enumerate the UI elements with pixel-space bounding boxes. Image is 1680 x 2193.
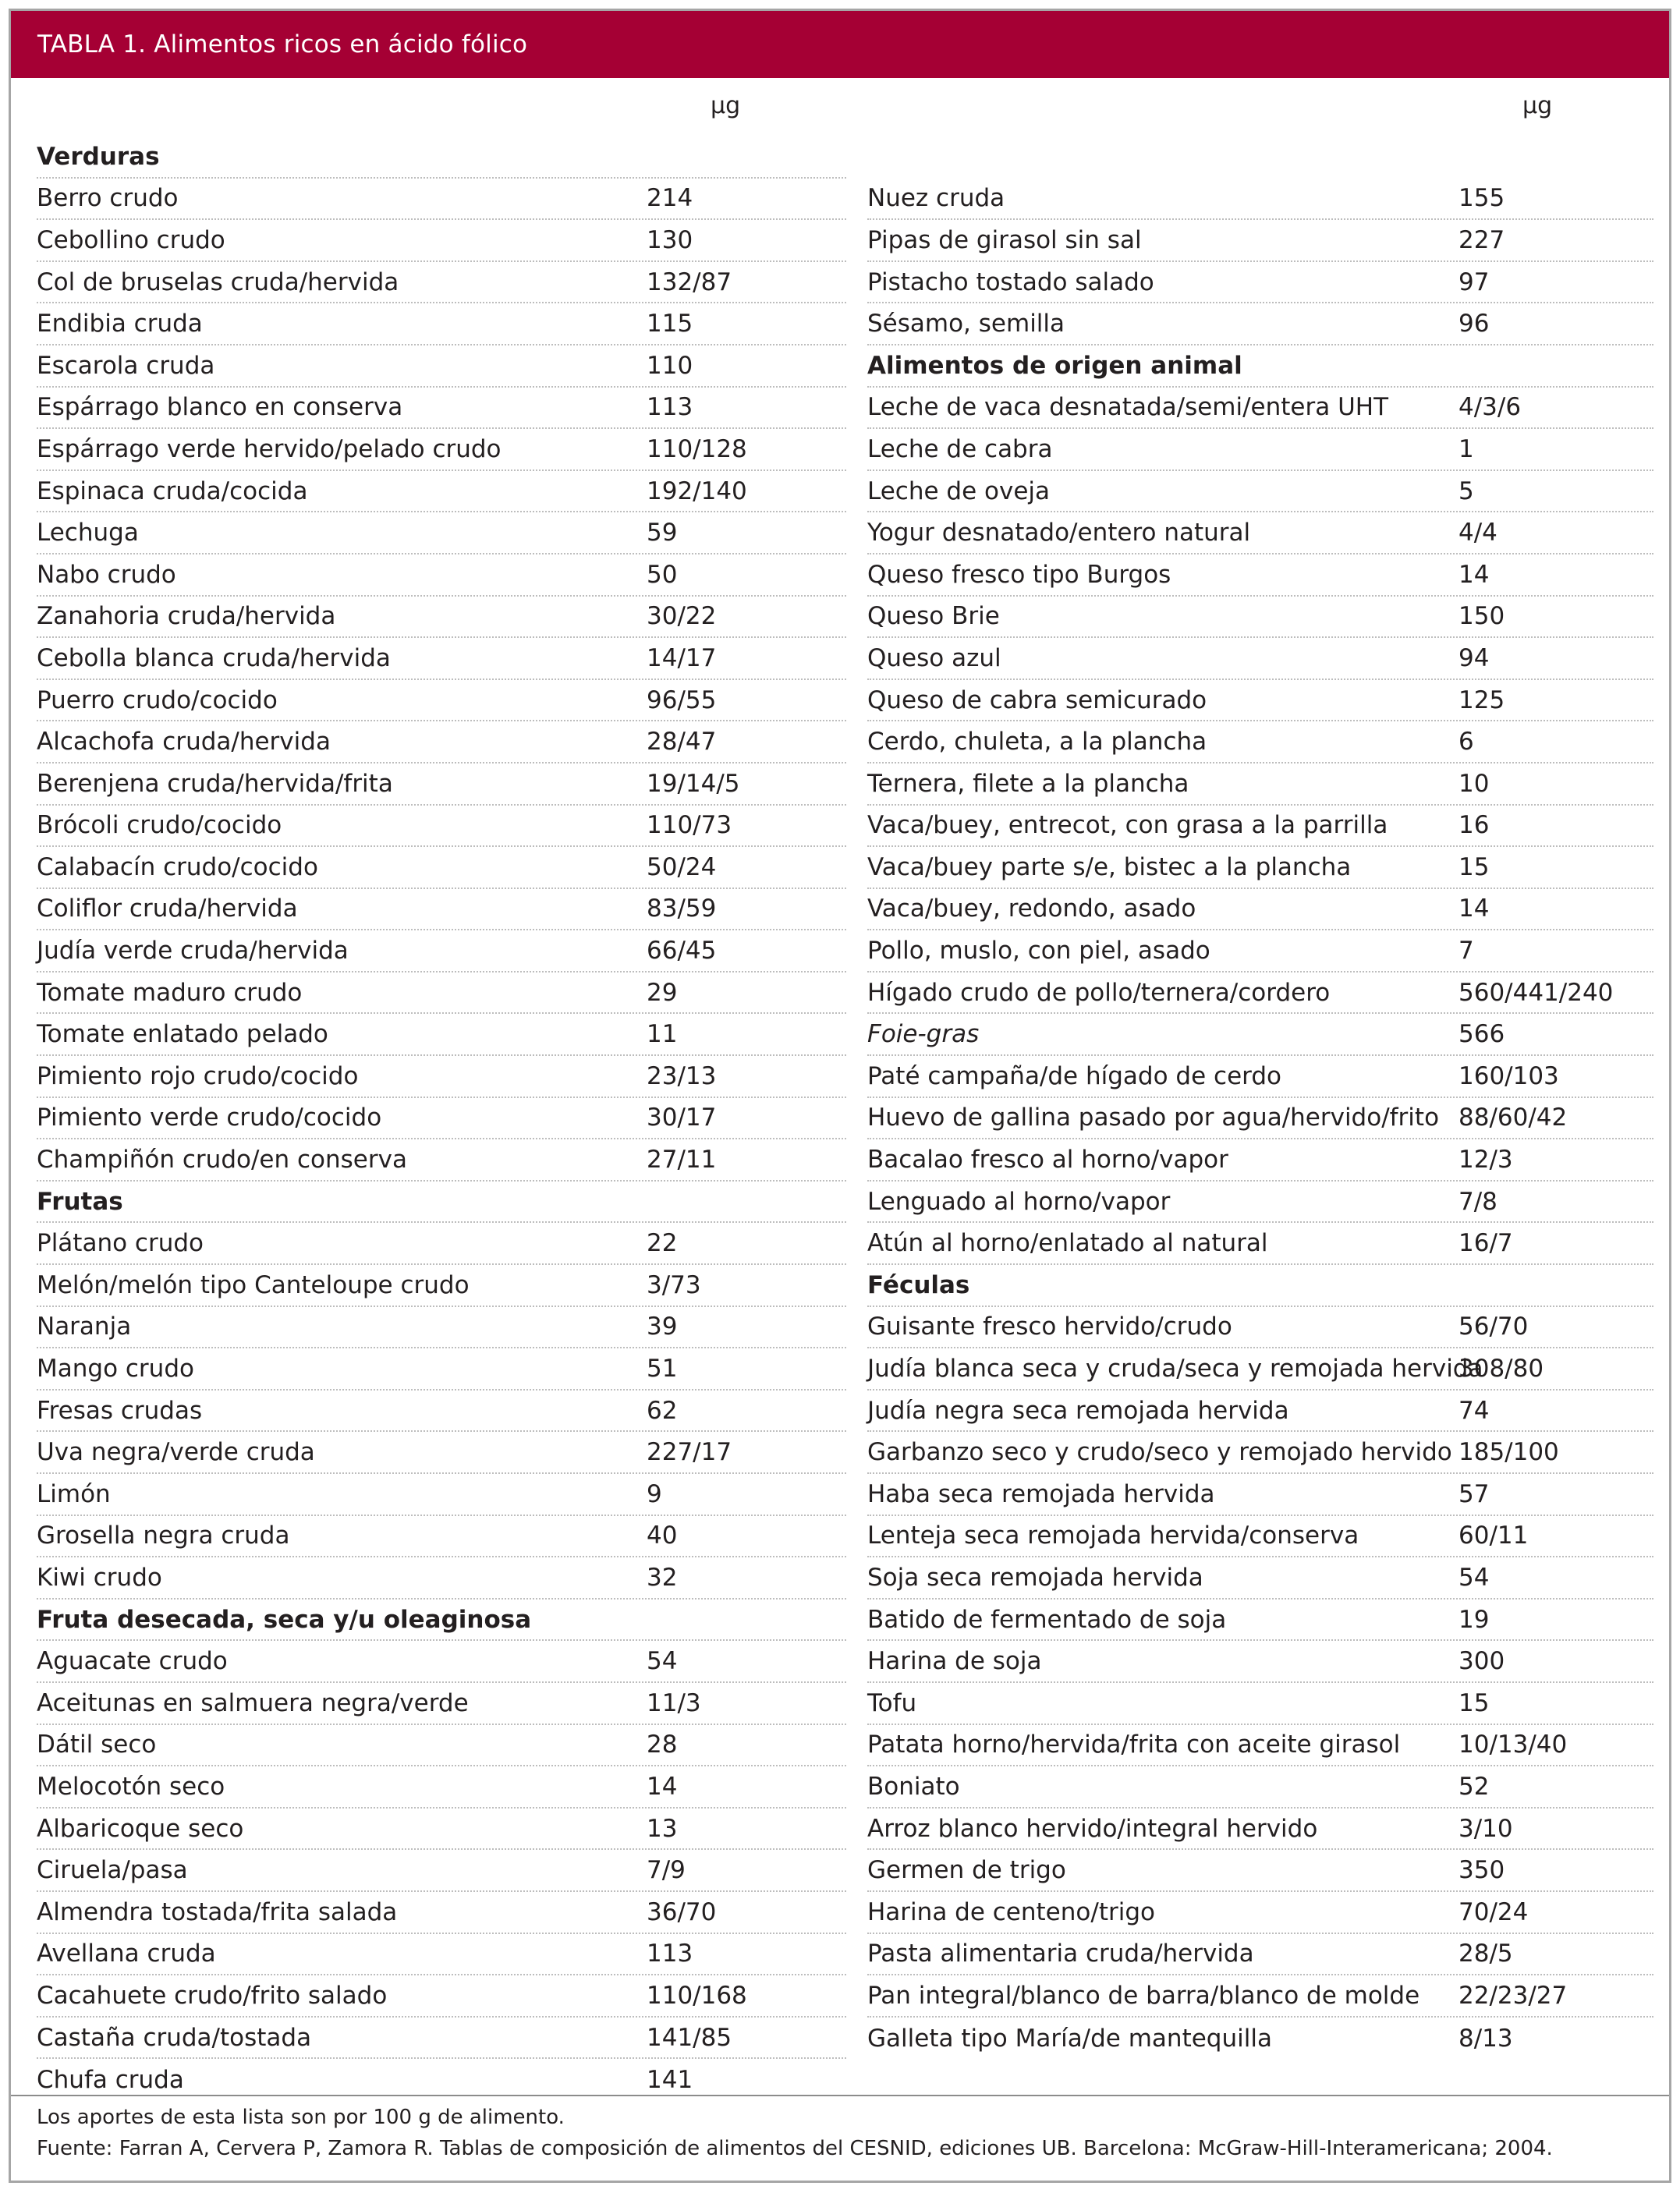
folate-value: 308/80 [1458, 1355, 1544, 1383]
folate-value: 70/24 [1458, 1897, 1529, 1926]
food-name: Queso fresco tipo Burgos [867, 560, 1171, 589]
table-row [867, 638, 1653, 680]
table-row [867, 1056, 1653, 1098]
food-name: Huevo de gallina pasado por agua/hervido/frito [867, 1104, 1440, 1132]
table-row [867, 680, 1653, 722]
table-row [37, 1975, 846, 2018]
footnote-basis: Los aportes de esta lista son por 100 g de alimento. [37, 2106, 565, 2129]
folate-value: 39 [647, 1313, 678, 1341]
food-name: Champiñón crudo/en conserva [37, 1146, 407, 1174]
table-row [37, 1265, 846, 1307]
table-row [37, 1223, 846, 1265]
table-row [867, 889, 1653, 931]
food-name: Judía verde cruda/hervida [37, 937, 349, 965]
food-name: Leche de oveja [867, 477, 1051, 505]
folate-value: 9 [647, 1479, 662, 1508]
food-name: Brócoli crudo/cocido [37, 811, 282, 840]
table-row [867, 806, 1653, 848]
food-name: Melocotón seco [37, 1772, 225, 1801]
folate-value: 11/3 [647, 1688, 701, 1717]
table-row [867, 1641, 1653, 1683]
folate-value: 51 [647, 1355, 678, 1383]
food-name: Queso Brie [867, 602, 1000, 631]
table-row [867, 429, 1653, 471]
food-name: Foie-gras [867, 1020, 980, 1049]
folate-value: 30/17 [647, 1104, 717, 1132]
folate-value: 36/70 [647, 1897, 717, 1926]
folate-value: 7 [1458, 937, 1474, 965]
folate-value: 97 [1458, 267, 1490, 296]
food-name: Tomate maduro crudo [37, 978, 303, 1007]
section-header [867, 345, 1653, 388]
food-name: Dátil seco [37, 1731, 157, 1759]
folate-value: 28/47 [647, 728, 717, 756]
table-row [867, 1809, 1653, 1851]
table-row [867, 1766, 1653, 1809]
folate-value: 30/22 [647, 602, 717, 631]
folate-value: 40 [647, 1522, 678, 1550]
table-row [867, 1432, 1653, 1474]
food-name: Pimiento rojo crudo/cocido [37, 1061, 359, 1090]
table-row [867, 1391, 1653, 1433]
food-name: Vaca/buey, entrecot, con grasa a la parrilla [867, 811, 1388, 840]
table-row [37, 220, 846, 262]
food-name: Queso azul [867, 643, 1001, 672]
food-name: Aguacate crudo [37, 1647, 228, 1676]
folate-value: 28 [647, 1731, 678, 1759]
food-name: Paté campaña/de hígado de cerdo [867, 1061, 1281, 1090]
table-row [37, 1557, 846, 1600]
section-title: Verduras [37, 142, 160, 171]
section-title: Fruta desecada, seca y/u oleaginosa [37, 1605, 532, 1634]
folate-value: 54 [647, 1647, 678, 1676]
food-name: Berenjena cruda/hervida/frita [37, 769, 393, 798]
table-row [37, 471, 846, 513]
table-row [37, 1307, 846, 1349]
food-name: Pan integral/blanco de barra/blanco de molde [867, 1981, 1420, 2010]
folate-value: 29 [647, 978, 678, 1007]
table-row [867, 1850, 1653, 1892]
food-name: Escarola cruda [37, 351, 215, 380]
unit-header-left: μg [711, 92, 741, 119]
folate-value: 110/128 [647, 434, 747, 463]
food-name: Judía negra seca remojada hervida [867, 1396, 1289, 1425]
food-name: Uva negra/verde cruda [37, 1438, 315, 1467]
section-header [867, 1265, 1653, 1307]
table-row [37, 806, 846, 848]
food-name: Atún al horno/enlatado al natural [867, 1229, 1268, 1258]
folate-value: 113 [647, 1940, 693, 1968]
folate-value: 3/10 [1458, 1814, 1513, 1843]
folate-value: 88/60/42 [1458, 1104, 1568, 1132]
folate-value: 52 [1458, 1772, 1490, 1801]
folate-value: 160/103 [1458, 1061, 1559, 1090]
table-row [867, 1934, 1653, 1976]
table-row [867, 1725, 1653, 1767]
food-name: Galleta tipo María/de mantequilla [867, 2024, 1272, 2053]
food-name: Pipas de girasol sin sal [867, 225, 1142, 254]
table-row [37, 1934, 846, 1976]
folate-value: 141/85 [647, 2023, 732, 2052]
table-row [867, 512, 1653, 554]
folate-value: 60/11 [1458, 1522, 1529, 1550]
section-header [37, 1182, 846, 1224]
folate-value: 125 [1458, 686, 1505, 714]
table-row [37, 1725, 846, 1767]
food-name: Tofu [867, 1688, 917, 1717]
food-name: Lenguado al horno/vapor [867, 1187, 1171, 1216]
folate-value: 66/45 [647, 937, 717, 965]
food-name: Arroz blanco hervido/integral hervido [867, 1814, 1318, 1843]
folate-value: 7/8 [1458, 1187, 1497, 1216]
food-name: Albaricoque seco [37, 1814, 244, 1843]
folate-value: 110/168 [647, 1981, 747, 2010]
section-title: Frutas [37, 1187, 123, 1216]
folate-value: 150 [1458, 602, 1505, 631]
food-name: Cebolla blanca cruda/hervida [37, 643, 391, 672]
table-row [37, 1641, 846, 1683]
table-row [867, 471, 1653, 513]
folate-value: 11 [647, 1020, 678, 1049]
food-name: Naranja [37, 1313, 132, 1341]
folate-value: 192/140 [647, 477, 747, 505]
food-name: Mango crudo [37, 1355, 194, 1383]
table-row [37, 721, 846, 763]
right-column [867, 136, 1653, 2059]
table-row [37, 179, 846, 221]
table-row [37, 889, 846, 931]
folate-value: 130 [647, 225, 693, 254]
folate-value: 13 [647, 1814, 678, 1843]
food-name: Aceitunas en salmuera negra/verde [37, 1688, 469, 1717]
food-name: Espárrago blanco en conserva [37, 393, 403, 422]
food-name: Col de bruselas cruda/hervida [37, 267, 399, 296]
folate-value: 28/5 [1458, 1940, 1513, 1968]
section-title: Alimentos de origen animal [867, 351, 1242, 380]
food-name: Coliflor cruda/hervida [37, 895, 298, 923]
food-name: Lechuga [37, 519, 139, 547]
food-name: Vaca/buey parte s/e, bistec a la plancha [867, 852, 1352, 881]
food-name: Espárrago verde hervido/pelado crudo [37, 434, 502, 463]
table-row [37, 1809, 846, 1851]
food-name: Vaca/buey, redondo, asado [867, 895, 1196, 923]
food-name: Berro crudo [37, 184, 179, 213]
folate-value: 185/100 [1458, 1438, 1559, 1467]
table-row [37, 597, 846, 639]
food-name: Pistacho tostado salado [867, 267, 1154, 296]
food-name: Pollo, muslo, con piel, asado [867, 937, 1210, 965]
folate-value: 27/11 [647, 1146, 717, 1174]
folate-value: 59 [647, 519, 678, 547]
folate-value: 96 [1458, 310, 1490, 338]
food-name: Tomate enlatado pelado [37, 1020, 328, 1049]
folate-value: 350 [1458, 1856, 1505, 1885]
footer-divider [11, 2095, 1669, 2096]
food-name: Pasta alimentaria cruda/hervida [867, 1940, 1254, 1968]
food-name: Ternera, filete a la plancha [867, 769, 1189, 798]
table-row [37, 345, 846, 388]
table-row [867, 2018, 1653, 2060]
folate-value: 94 [1458, 643, 1490, 672]
table-row [37, 973, 846, 1015]
folate-value: 19 [1458, 1605, 1490, 1634]
folate-value: 56/70 [1458, 1313, 1529, 1341]
food-name: Soja seca remojada hervida [867, 1563, 1203, 1592]
table-row [37, 930, 846, 973]
folate-value: 22/23/27 [1458, 1981, 1568, 2010]
food-name: Nuez cruda [867, 184, 1005, 213]
food-name: Cerdo, chuleta, a la plancha [867, 728, 1207, 756]
folate-value: 16 [1458, 811, 1490, 840]
folate-value: 62 [647, 1396, 678, 1425]
folate-value: 227 [1458, 225, 1505, 254]
food-name: Endibia cruda [37, 310, 203, 338]
folate-value: 50/24 [647, 852, 717, 881]
table-row [867, 262, 1653, 304]
folate-value: 110/73 [647, 811, 732, 840]
table-row [867, 554, 1653, 597]
folate-value: 15 [1458, 1688, 1490, 1717]
folate-value: 4/3/6 [1458, 393, 1522, 422]
folate-value: 8/13 [1458, 2024, 1513, 2053]
folate-value: 300 [1458, 1647, 1505, 1676]
food-name: Castaña cruda/tostada [37, 2023, 312, 2052]
table-row [867, 1892, 1653, 1934]
folate-value: 115 [647, 310, 693, 338]
table-row [867, 1182, 1653, 1224]
folate-value: 54 [1458, 1563, 1490, 1592]
table-row [37, 1766, 846, 1809]
table-row [867, 1975, 1653, 2018]
food-name: Espinaca cruda/cocida [37, 477, 308, 505]
folate-value: 23/13 [647, 1061, 717, 1090]
table-row [37, 1056, 846, 1098]
table-row [37, 303, 846, 345]
table-row [37, 1348, 846, 1391]
folate-value: 4/4 [1458, 519, 1497, 547]
food-name: Guisante fresco hervido/crudo [867, 1313, 1232, 1341]
food-name: Germen de trigo [867, 1856, 1066, 1885]
table-row [867, 597, 1653, 639]
table-row [867, 1223, 1653, 1265]
food-name: Pimiento verde crudo/cocido [37, 1104, 382, 1132]
folate-value: 10 [1458, 769, 1490, 798]
folate-value: 14 [647, 1772, 678, 1801]
food-name: Puerro crudo/cocido [37, 686, 278, 714]
table-row [37, 2018, 846, 2060]
table-row [867, 930, 1653, 973]
food-name: Sésamo, semilla [867, 310, 1065, 338]
folate-value: 10/13/40 [1458, 1731, 1568, 1759]
folate-value: 566 [1458, 1020, 1505, 1049]
table-row [867, 303, 1653, 345]
food-name: Leche de vaca desnatada/semi/entera UHT [867, 393, 1389, 422]
food-name: Limón [37, 1479, 111, 1508]
unit-header-right: μg [1522, 92, 1553, 119]
food-name: Judía blanca seca y cruda/seca y remojada hervida [867, 1355, 1483, 1383]
table-row [37, 429, 846, 471]
food-name: Harina de centeno/trigo [867, 1897, 1155, 1926]
food-name: Cebollino crudo [37, 225, 225, 254]
table-row [867, 388, 1653, 430]
food-name: Patata horno/hervida/frita con aceite girasol [867, 1731, 1401, 1759]
food-name: Zanahoria cruda/hervida [37, 602, 336, 631]
table-row [37, 1892, 846, 1934]
table-title: TABLA 1. Alimentos ricos en ácido fólico [11, 11, 1669, 78]
table-row [867, 1516, 1653, 1558]
food-name: Harina de soja [867, 1647, 1042, 1676]
folate-value: 83/59 [647, 895, 717, 923]
folate-value: 57 [1458, 1479, 1490, 1508]
food-name: Grosella negra cruda [37, 1522, 290, 1550]
food-name: Leche de cabra [867, 434, 1053, 463]
food-name: Kiwi crudo [37, 1563, 162, 1592]
table-row [867, 179, 1653, 221]
food-name: Haba seca remojada hervida [867, 1479, 1215, 1508]
table-row [37, 847, 846, 889]
folate-value: 6 [1458, 728, 1474, 756]
folate-value: 74 [1458, 1396, 1490, 1425]
folate-value: 50 [647, 560, 678, 589]
table-row [37, 1139, 846, 1182]
folate-value: 3/73 [647, 1270, 701, 1299]
table-row [867, 1683, 1653, 1725]
table-row [37, 554, 846, 597]
section-header [37, 1600, 846, 1642]
table-row [867, 721, 1653, 763]
table-row [37, 1683, 846, 1725]
folate-value: 110 [647, 351, 693, 380]
table-row [867, 220, 1653, 262]
table-row [867, 1139, 1653, 1182]
folate-value: 14/17 [647, 643, 717, 672]
folate-value: 5 [1458, 477, 1474, 505]
table-row [867, 1348, 1653, 1391]
food-name: Melón/melón tipo Canteloupe crudo [37, 1270, 470, 1299]
folate-value: 19/14/5 [647, 769, 740, 798]
food-name: Batido de fermentado de soja [867, 1605, 1227, 1634]
table-row [37, 1391, 846, 1433]
table-row [37, 680, 846, 722]
folate-value: 14 [1458, 895, 1490, 923]
folate-value: 113 [647, 393, 693, 422]
food-name: Avellana cruda [37, 1940, 216, 1968]
section-title: Féculas [867, 1270, 970, 1299]
table-row [867, 763, 1653, 806]
food-name: Garbanzo seco y crudo/seco y remojado hervido [867, 1438, 1452, 1467]
table-row [37, 1516, 846, 1558]
food-name: Fresas crudas [37, 1396, 203, 1425]
food-name: Yogur desnatado/entero natural [867, 519, 1251, 547]
folate-value: 15 [1458, 852, 1490, 881]
table-row [867, 1098, 1653, 1140]
left-column [37, 136, 846, 2101]
table-row [37, 388, 846, 430]
folate-value: 560/441/240 [1458, 978, 1614, 1007]
food-name: Ciruela/pasa [37, 1856, 188, 1885]
table-row [37, 763, 846, 806]
table-row [867, 1600, 1653, 1642]
food-name: Calabacín crudo/cocido [37, 852, 318, 881]
folate-value: 96/55 [647, 686, 717, 714]
section-header [37, 136, 846, 179]
food-name: Alcachofa cruda/hervida [37, 728, 331, 756]
table-row [37, 1432, 846, 1474]
food-name: Chufa cruda [37, 2066, 184, 2095]
table-row [37, 1098, 846, 1140]
food-name: Nabo crudo [37, 560, 176, 589]
blank-row [867, 136, 1653, 179]
table-row [867, 847, 1653, 889]
table-row [37, 512, 846, 554]
folate-value: 227/17 [647, 1438, 732, 1467]
table-row [867, 973, 1653, 1015]
food-name: Hígado crudo de pollo/ternera/cordero [867, 978, 1331, 1007]
food-name: Cacahuete crudo/frito salado [37, 1981, 388, 2010]
folate-value: 132/87 [647, 267, 732, 296]
table-row [37, 262, 846, 304]
table-row [37, 1474, 846, 1516]
table-row [867, 1474, 1653, 1516]
food-name: Plátano crudo [37, 1229, 204, 1258]
table-row [867, 1557, 1653, 1600]
food-name: Almendra tostada/frita salada [37, 1897, 398, 1926]
folate-value: 32 [647, 1563, 678, 1592]
folate-value: 14 [1458, 560, 1490, 589]
folate-value: 7/9 [647, 1856, 686, 1885]
folate-value: 155 [1458, 184, 1505, 213]
food-name: Boniato [867, 1772, 960, 1801]
table-row [867, 1014, 1653, 1056]
footnote-source: Fuente: Farran A, Cervera P, Zamora R. Tablas de composición de alimentos del CESNID, ediciones UB. Barcelona: McGraw-Hill-Interamericana; 2004. [37, 2137, 1553, 2160]
folate-value: 141 [647, 2066, 693, 2095]
folate-value: 12/3 [1458, 1146, 1513, 1174]
folate-value: 16/7 [1458, 1229, 1513, 1258]
food-name: Lenteja seca remojada hervida/conserva [867, 1522, 1359, 1550]
table-row [37, 1850, 846, 1892]
food-name: Bacalao fresco al horno/vapor [867, 1146, 1228, 1174]
table-row [37, 1014, 846, 1056]
table-row [867, 1307, 1653, 1349]
folate-value: 214 [647, 184, 693, 213]
food-name: Queso de cabra semicurado [867, 686, 1207, 714]
table-row [37, 638, 846, 680]
folate-value: 22 [647, 1229, 678, 1258]
folate-value: 1 [1458, 434, 1474, 463]
